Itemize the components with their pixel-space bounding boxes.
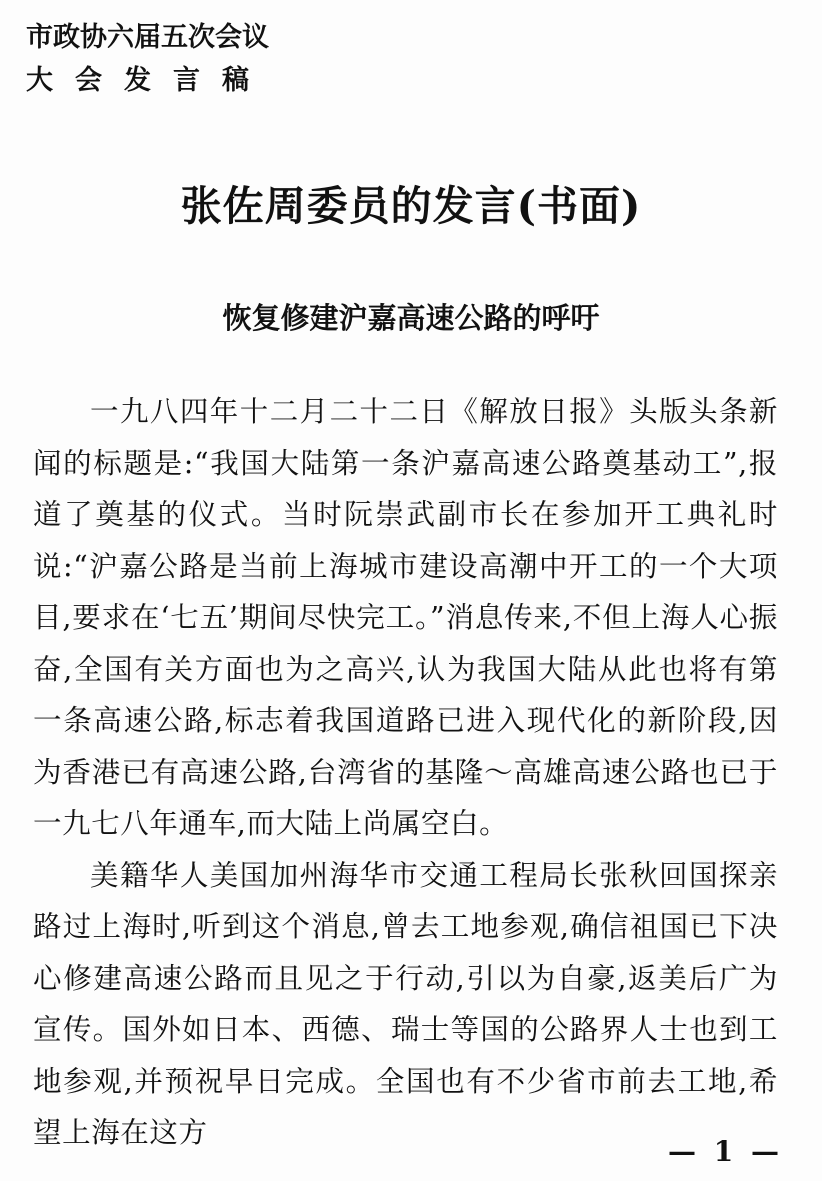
- body-paragraph: 一九八四年十二月二十二日《解放日报》头版头条新闻的标题是:“我国大陆第一条沪嘉高速公路奠基动工”,报道了奠基的仪式。当时阮崇武副市长在参加开工典礼时说:“沪嘉公路是当前上海城市建设高潮中开工的一个大项目,要求在‘七五’期间尽快完工。”消息传来,不但上海人心振奋,全国有关方面也为之高兴,认为我国大陆从此也将有第一条高速公路,标志着我国道路已进入现代化的新阶段,因为香港已有高速公路,台湾省的基隆～高雄高速公路也已于一九七八年通车,而大陆上尚属空白。: [33, 395, 778, 840]
- document-type: 大会发言稿: [26, 65, 271, 96]
- document-body: [33, 386, 778, 1159]
- page-number: — 1 —: [668, 1135, 783, 1168]
- document-header: [26, 16, 271, 102]
- document-subtitle: 恢复修建沪嘉高速公路的呼吁: [222, 301, 600, 335]
- document-title: 张佐周委员的发言(书面): [180, 182, 642, 230]
- body-paragraph: 美籍华人美国加州海华市交通工程局长张秋回国探亲路过上海时,听到这个消息,曾去工地参观,确信祖国已下决心修建高速公路而且见之于行动,引以为自豪,返美后广为宣传。国外如日本、西德、瑞士等国的公路界人士也到工地参观,并预祝早日完成。全国也有不少省市前去工地,希望上海在这方: [33, 858, 778, 1149]
- meeting-name: 市政协六届五次会议: [26, 22, 269, 53]
